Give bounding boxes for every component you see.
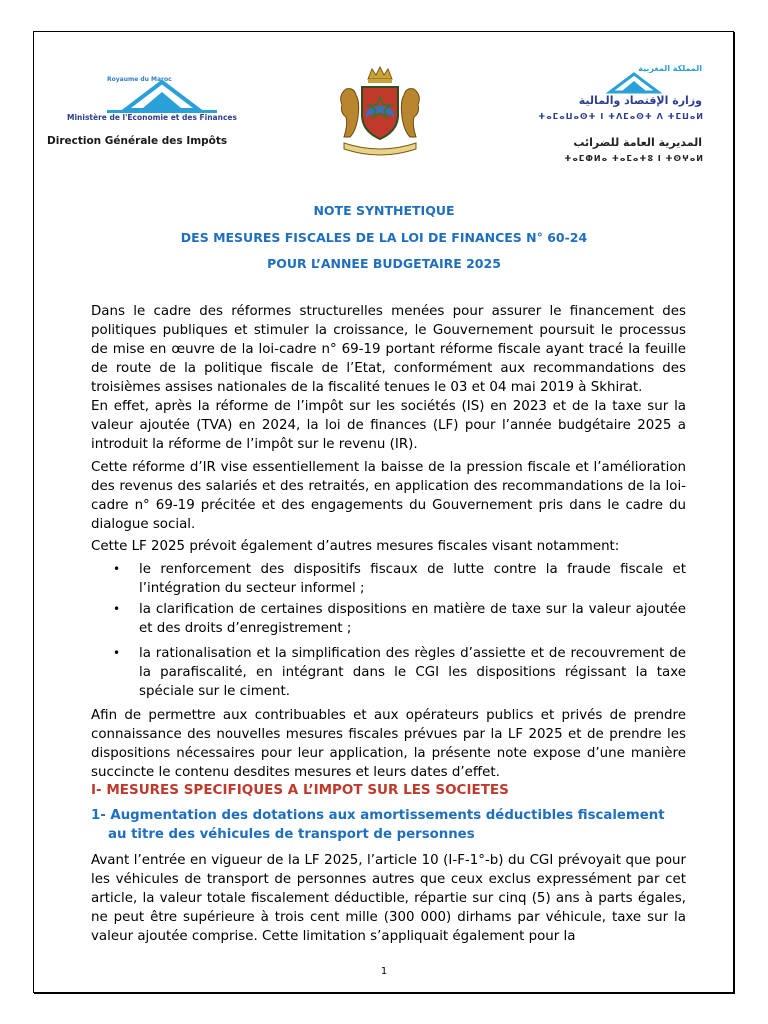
bullet-marker: •: [113, 562, 121, 576]
logo-dgi-tifinagh: ⵜⴰⵎⵀⵍⴰ ⵜⴰⵎⴰⵜⵓ ⵏ ⵜⵙⵖⴰⵍ: [564, 154, 704, 163]
logo-ministry-text: Ministère de l'Economie et des Finances: [67, 113, 237, 122]
subsection-heading-line-2: au titre des véhicules de transport de personnes: [108, 827, 475, 842]
purpose-paragraph: Afin de permettre aux contribuables et aux opérateurs publics et privés de prendre connaissance des nouvelles mesures fiscales prévues par la LF 2025 et de prendre les dispositions nécessaires pour leur application, la présente note expose d’une manière succincte le contenu desdites mesures et leurs dates d’effet.: [91, 708, 686, 780]
logo-directorate-text: Direction Générale des Impôts: [47, 135, 228, 147]
dgi-logo: [45, 68, 275, 158]
reform-paragraph: En effet, après la réforme de l’impôt sur les sociétés (IS) en 2023 et de la taxe sur la valeur ajoutée (TVA) en 2024, la loi de finances (LF) pour l’année budgétaire 2025 a introduit la réforme de l’impôt sur le revenu (IR).: [91, 399, 686, 452]
ministry-mark-icon: [107, 80, 217, 116]
document-title-line-2: DES MESURES FISCALES DE LA LOI DE FINANCES N° 60-24: [180, 230, 588, 245]
section-heading: I- MESURES SPECIFIQUES A L’IMPOT SUR LES SOCIETES: [91, 782, 509, 798]
logo-kingdom-arabic: المملكة المغربية: [638, 64, 702, 73]
other-measures-paragraph: Cette LF 2025 prévoit également d’autres mesures fiscales visant notamment:: [91, 539, 620, 554]
article-paragraph: Avant l’entrée en vigueur de la LF 2025, l’article 10 (I-F-1°-b) du CGI prévoyait que pour les véhicules de transport de personnes autres que ceux exclus expressément par cet article, la valeur totale fiscalement déductible, répartie sur cinq (5) ans à parts égales, ne peut être supérieure à trois cent mille (300 000) dirhams par véhicule, taxe sur la valeur ajoutée comprise. Cette limitation s’appliquait également pour la: [91, 853, 686, 944]
bullet-marker: •: [113, 646, 121, 660]
logo-kingdom-text: Royaume du Maroc: [107, 76, 172, 83]
logo-ministry-tifinagh: ⵜⴰⵎⴰⵡⴰⵙⵜ ⵏ ⵜⴷⵎⴰⵙⵜ ⴷ ⵜⵎⵡⴰⵍ: [538, 112, 704, 121]
royal-emblem-icon: [330, 65, 430, 157]
ministry-logo-arabic: [538, 64, 708, 174]
logo-dgi-arabic: المديرية العامة للضرائب: [573, 136, 702, 149]
list-item: la rationalisation et la simplification des règles d’assiette et de recouvrement de la parafiscalité, en intégrant dans le CGI les dispositions régissant la taxe spéciale sur le ciment.: [139, 646, 686, 699]
list-item: la clarification de certaines dispositions en matière de taxe sur la valeur ajoutée et des droits d’enregistrement ;: [139, 602, 686, 636]
subsection-heading: [91, 806, 691, 844]
bullet-marker: •: [113, 602, 121, 616]
ir-reform-paragraph: Cette réforme d’IR vise essentiellement la baisse de la pression fiscale et l’amélioration des revenus des salariés et des retraités, en application des recommandations de la loi-cadre n° 69-19 précitée et des engagements du Gouvernement pris dans le cadre du dialogue social.: [91, 460, 686, 532]
list-item: le renforcement des dispositifs fiscaux de lutte contre la fraude fiscale et l’intégration du secteur informel ;: [139, 562, 686, 596]
logo-ministry-arabic: وزارة الإقتصاد والمالية: [578, 94, 702, 107]
document-title-line-3: POUR L’ANNEE BUDGETAIRE 2025: [267, 256, 501, 271]
page-number: 1: [380, 966, 388, 977]
document-title-line-1: NOTE SYNTHETIQUE: [313, 203, 455, 218]
subsection-heading-line-1: 1- Augmentation des dotations aux amortissements déductibles fiscalement: [91, 808, 665, 823]
intro-paragraph: Dans le cadre des réformes structurelles menées pour assurer le financement des politiques publiques et stimuler la croissance, le Gouvernement poursuit le processus de mise en œuvre de la loi-cadre n° 69-19 portant réforme fiscale ayant tracé la feuille de route de la politique fiscale de l’Etat, conformément aux recommandations des troisièmes assises nationales de la fiscalité tenues le 03 et 04 mai 2019 à Skhirat.: [91, 304, 686, 395]
